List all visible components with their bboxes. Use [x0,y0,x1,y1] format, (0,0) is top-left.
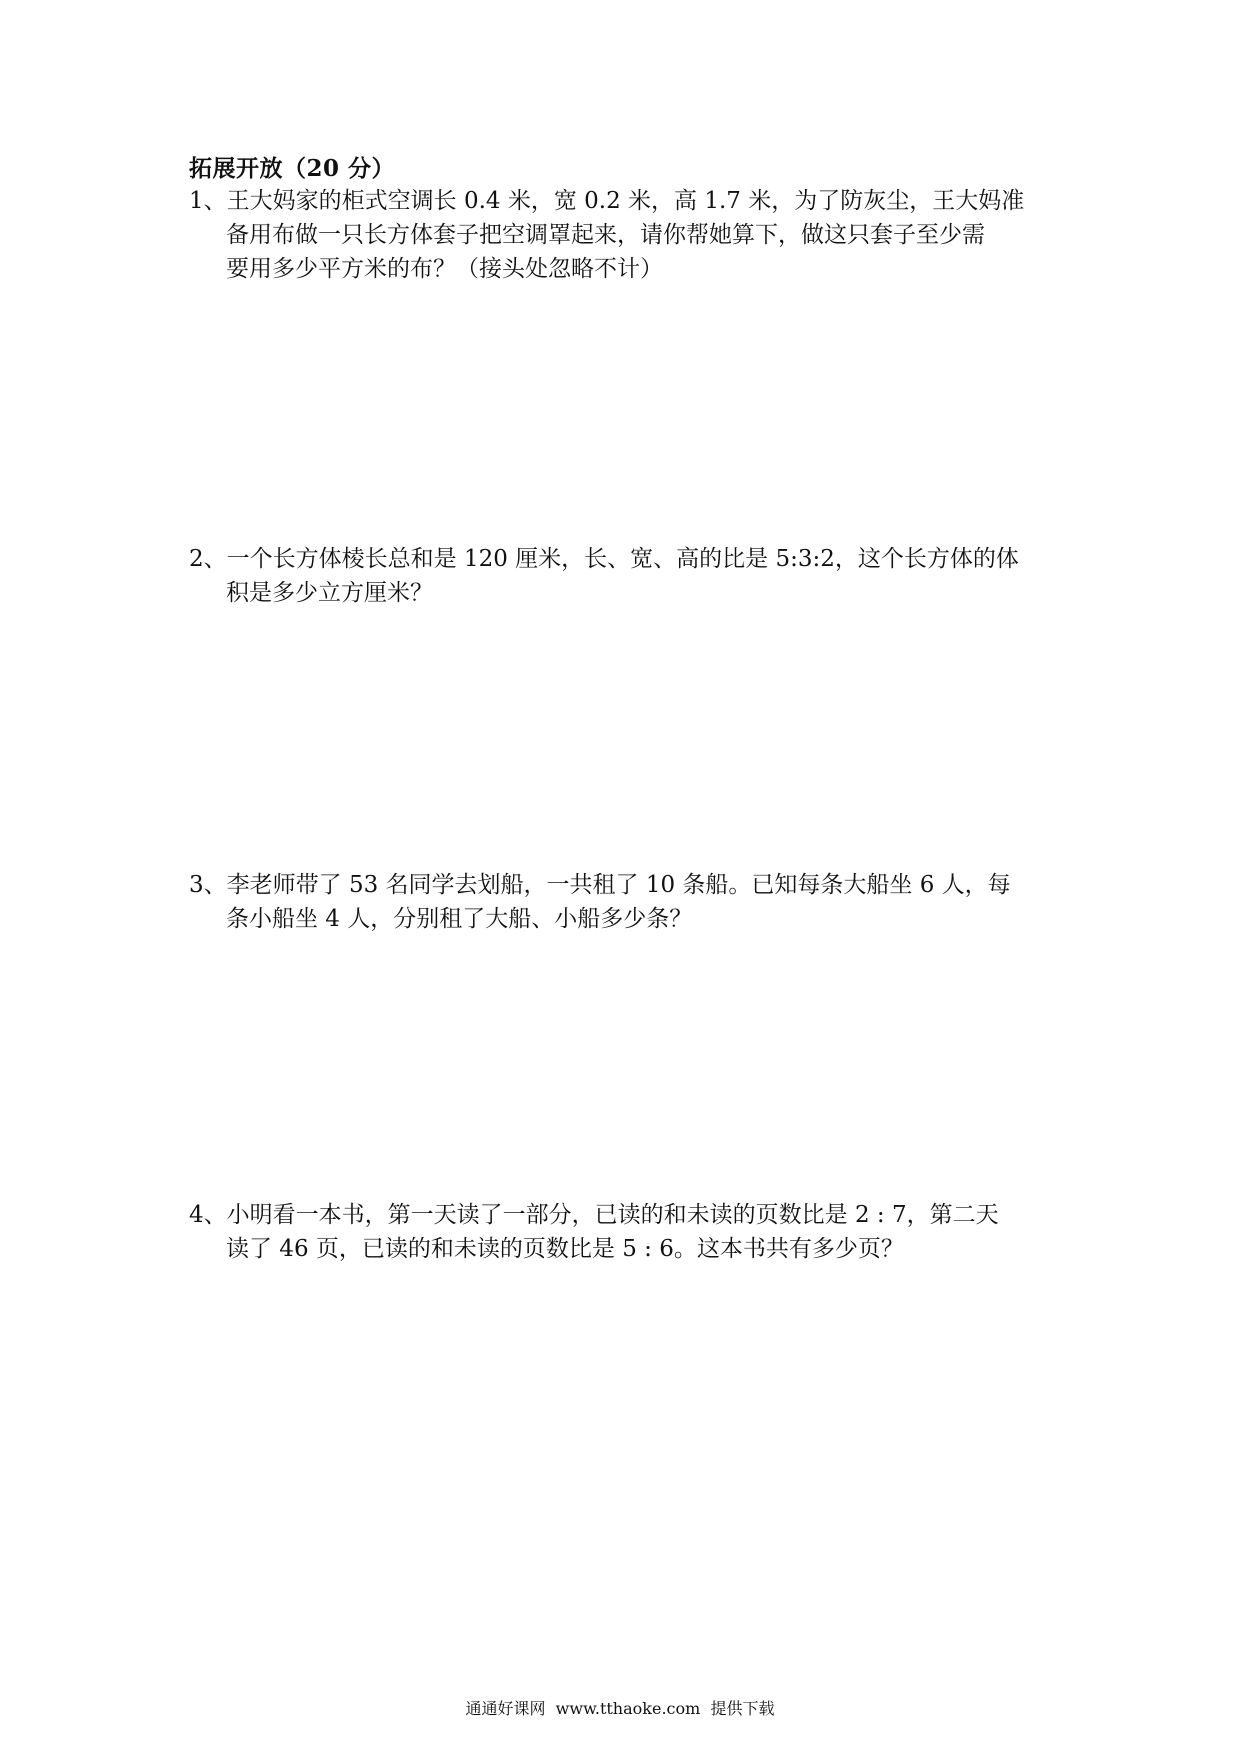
question-1-line-2: 备用布做一只长方体套子把空调罩起来，请你帮她算下，做这只套子至少需 [226,222,985,248]
question-3-line-2: 条小船坐 4 人，分别租了大船、小船多少条？ [226,906,693,932]
section-title: 拓展开放（20 分） [189,155,396,182]
page-footer: 通通好课网 www.tthaoke.com 提供下载 [465,1699,775,1718]
question-1-line-1: 1、王大妈家的柜式空调长 0.4 米，宽 0.2 米，高 1.7 米，为了防灰尘，王大妈准 [189,188,1025,214]
question-4-line-1: 4、小明看一本书，第一天读了一部分，已读的和未读的页数比是 2 : 7，第二天 [189,1202,999,1228]
question-2 [189,542,1059,610]
question-3-line-1: 3、李老师带了 53 名同学去划船，一共租了 10 条船。已知每条大船坐 6 人，每 [189,872,1011,898]
question-2-line-2: 积是多少立方厘米？ [226,580,433,606]
question-1-line-3: 要用多少平方米的布？（接头处忽略不计） [226,256,663,282]
question-4 [189,1198,1059,1266]
question-2-line-1: 2、一个长方体棱长总和是 120 厘米，长、宽、高的比是 5:3:2，这个长方体的体 [189,546,1019,572]
question-1 [189,184,1059,286]
question-3 [189,868,1059,936]
question-4-line-2: 读了 46 页，已读的和未读的页数比是 5 : 6。这本书共有多少页？ [226,1236,904,1262]
